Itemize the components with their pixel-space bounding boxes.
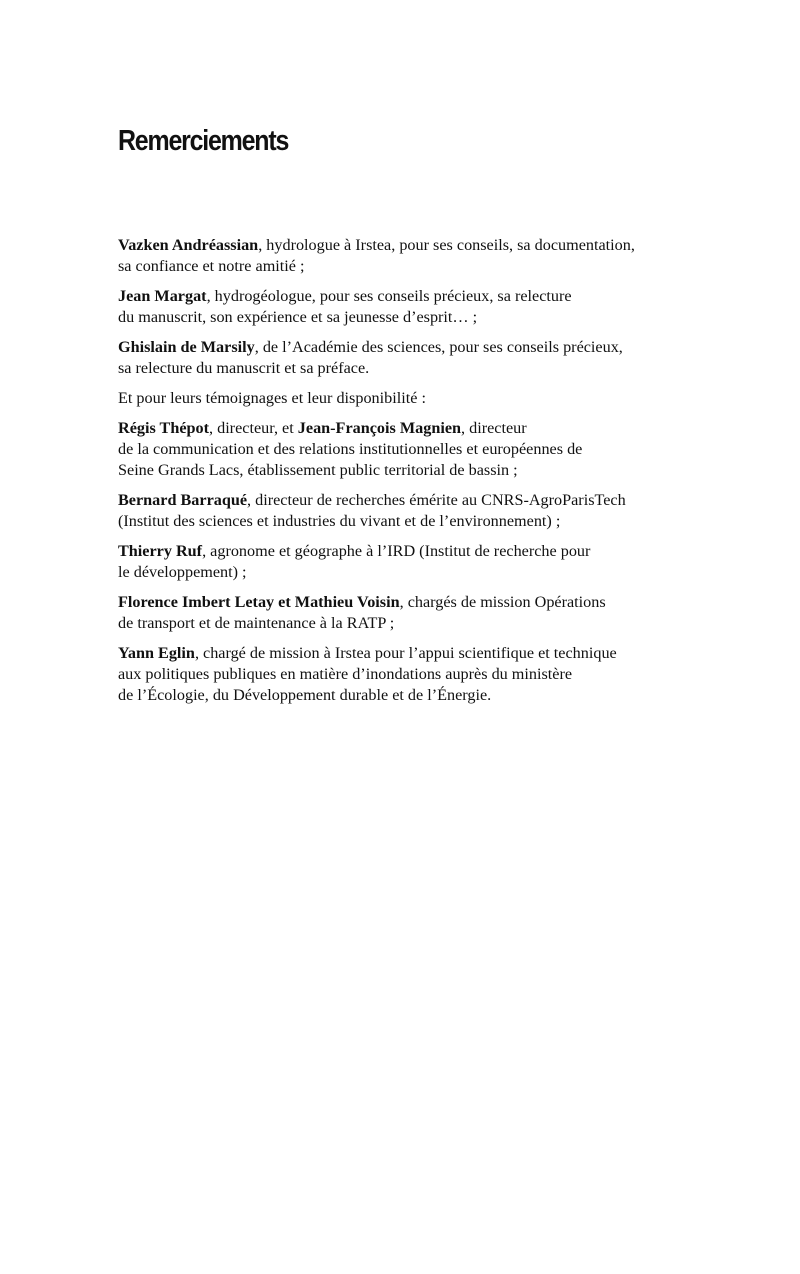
- person-name: Yann Eglin: [118, 644, 195, 662]
- page-title: Remerciements: [118, 125, 289, 157]
- acknowledgement-paragraph: [118, 592, 698, 634]
- paragraph-text: sa confiance et notre amitié ;: [118, 257, 305, 275]
- paragraph-text: sa relecture du manuscrit et sa préface.: [118, 359, 370, 377]
- acknowledgement-paragraph: [118, 286, 698, 328]
- paragraph-text: , de l’Académie des sciences, pour ses conseils précieux,: [254, 338, 623, 356]
- paragraph-text: le développement) ;: [118, 563, 247, 581]
- paragraph-text: , chargé de mission à Irstea pour l’appui scientifique et technique: [194, 644, 617, 662]
- paragraph-text: de la communication et des relations institutionnelles et européennes de: [118, 440, 583, 458]
- person-name: Jean Margat: [118, 287, 207, 305]
- acknowledgement-paragraph: [118, 418, 698, 481]
- acknowledgement-paragraph: [118, 643, 698, 706]
- paragraph-text: du manuscrit, son expérience et sa jeunesse d’esprit… ;: [118, 308, 478, 326]
- paragraph-text: (Institut des sciences et industries du vivant et de l’environnement) ;: [118, 512, 561, 530]
- paragraph-text: Seine Grands Lacs, établissement public territorial de bassin ;: [118, 461, 518, 479]
- paragraph-text: Et pour leurs témoignages et leur disponibilité :: [118, 389, 426, 407]
- paragraph-text: de l’Écologie, du Développement durable et de l’Énergie.: [118, 686, 492, 704]
- person-name: Ghislain de Marsily: [118, 338, 255, 356]
- person-name: Bernard Barraqué: [118, 491, 248, 509]
- acknowledgement-paragraph: [118, 337, 698, 379]
- paragraph-text: , directeur: [461, 419, 527, 437]
- paragraph-text: , chargés de mission Opérations: [399, 593, 606, 611]
- paragraph-text: , hydrogéologue, pour ses conseils précieux, sa relecture: [206, 287, 572, 305]
- person-name: Florence Imbert Letay et Mathieu Voisin: [118, 593, 400, 611]
- paragraph-text: aux politiques publiques en matière d’inondations auprès du ministère: [118, 665, 573, 683]
- paragraph-text: , agronome et géographe à l’IRD (Institut de recherche pour: [202, 542, 591, 560]
- intro-paragraph: [118, 388, 698, 409]
- paragraph-text: , directeur, et: [209, 419, 298, 437]
- acknowledgements-body: [118, 235, 698, 715]
- paragraph-text: , directeur de recherches émérite au CNRS-AgroParisTech: [247, 491, 626, 509]
- acknowledgement-paragraph: [118, 490, 698, 532]
- person-name: Vazken Andréassian: [118, 236, 259, 254]
- acknowledgement-paragraph: [118, 235, 698, 277]
- person-name: Jean-François Magnien: [297, 419, 462, 437]
- paragraph-text: de transport et de maintenance à la RATP ;: [118, 614, 395, 632]
- person-name: Thierry Ruf: [118, 542, 203, 560]
- person-name: Régis Thépot: [118, 419, 209, 437]
- acknowledgement-paragraph: [118, 541, 698, 583]
- paragraph-text: , hydrologue à Irstea, pour ses conseils, sa documentation,: [258, 236, 635, 254]
